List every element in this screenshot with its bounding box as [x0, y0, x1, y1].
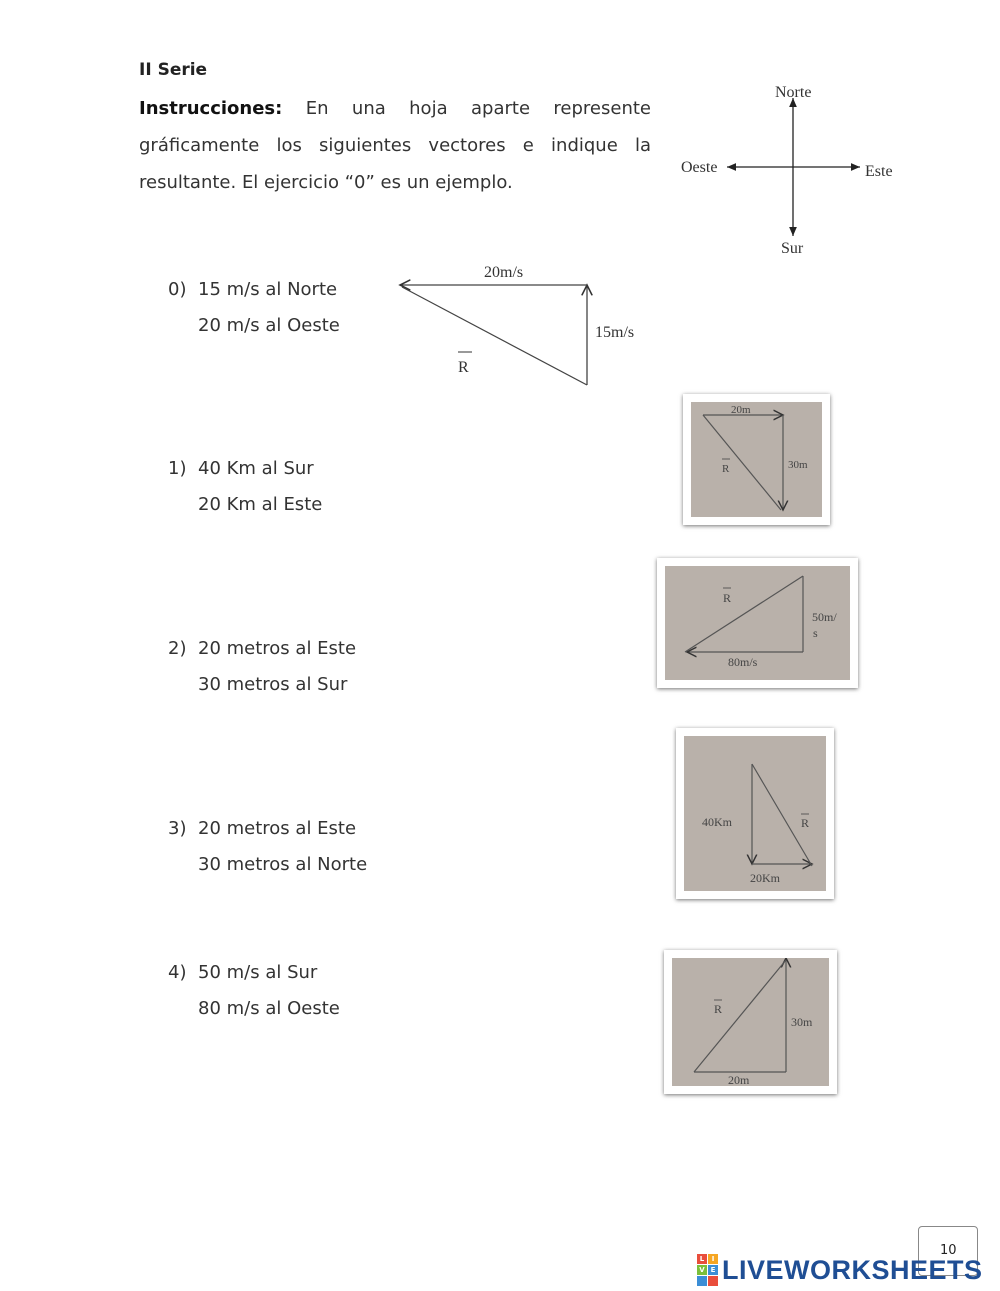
- example-top-label: 20m/s: [484, 264, 524, 281]
- logo-tile-e: E: [708, 1265, 718, 1275]
- exercise-number: 0): [168, 279, 187, 300]
- instructions: [139, 90, 651, 201]
- exercise-line-2: 20 m/s al Oeste: [198, 315, 340, 336]
- exercise-line-1: 40 Km al Sur: [198, 458, 314, 479]
- card3-bottom-label: 20Km: [750, 871, 780, 885]
- example-resultant-label: R: [458, 359, 469, 376]
- exercise-2: [168, 631, 408, 703]
- card2-bottom-label: 80m/s: [728, 655, 758, 669]
- exercise-number: 2): [168, 638, 187, 659]
- exercise-number: 3): [168, 818, 187, 839]
- card1-resultant-label: R: [722, 463, 730, 475]
- answer-card-photo: [665, 566, 850, 680]
- page-number: 10: [940, 1243, 957, 1258]
- logo-tile-l: L: [697, 1254, 707, 1264]
- card4-bottom-label: 20m: [728, 1073, 750, 1086]
- exercise-0: [168, 272, 408, 344]
- exercise-line-1: 20 metros al Este: [198, 818, 357, 839]
- card3-resultant-label: R: [801, 816, 810, 830]
- exercise-4: [168, 955, 408, 1027]
- instructions-text: En una hoja aparte represente gráficamente los siguientes vectores e indique la resultante. El ejercicio “0” es un ejemplo.: [139, 98, 651, 193]
- exercise-line-1: 50 m/s al Sur: [198, 962, 318, 983]
- example-side-label: 15m/s: [595, 324, 635, 341]
- compass-east: Este: [865, 163, 893, 180]
- answer-card-photo: [684, 736, 826, 891]
- exercise-number: 4): [168, 962, 187, 983]
- exercise-line-2: 20 Km al Este: [198, 494, 323, 515]
- exercise-line-2: 30 metros al Norte: [198, 854, 368, 875]
- compass-south: Sur: [781, 240, 804, 257]
- logo-tile-v: V: [697, 1265, 707, 1275]
- example-vector-diagram: [390, 255, 660, 395]
- logo-tile-blank: [697, 1276, 707, 1286]
- card2-side-label-a: 50m/: [812, 610, 837, 624]
- answer-card-4: [664, 950, 837, 1094]
- card4-resultant-label: R: [714, 1002, 723, 1016]
- exercise-line-1: 15 m/s al Norte: [198, 279, 338, 300]
- exercise-1: [168, 451, 408, 523]
- compass-west: Oeste: [681, 159, 718, 176]
- exercise-3: [168, 811, 408, 883]
- answer-card-photo: [691, 402, 822, 517]
- brand-name: LIVEWORKSHEETS: [722, 1254, 983, 1285]
- card1-side-label: 30m: [788, 459, 808, 471]
- exercise-line-2: 30 metros al Sur: [198, 674, 348, 695]
- compass-diagram: [670, 78, 910, 263]
- section-title: II Serie: [139, 60, 208, 80]
- card4-side-label: 30m: [791, 1015, 813, 1029]
- answer-card-photo: [672, 958, 829, 1086]
- compass-north: Norte: [775, 84, 812, 101]
- logo-tile-blank: [708, 1276, 718, 1286]
- answer-card-2: [657, 558, 858, 688]
- liveworksheets-logo-icon: [697, 1254, 718, 1286]
- logo-tile-i: I: [708, 1254, 718, 1264]
- answer-card-3: [676, 728, 834, 899]
- instructions-label: Instrucciones:: [139, 98, 283, 119]
- card1-top-label: 20m: [731, 404, 751, 416]
- card2-resultant-label: R: [723, 591, 732, 605]
- exercise-line-1: 20 metros al Este: [198, 638, 357, 659]
- card3-left-label: 40Km: [702, 815, 732, 829]
- exercise-line-2: 80 m/s al Oeste: [198, 998, 340, 1019]
- card2-side-label-b: s: [813, 626, 818, 640]
- exercise-number: 1): [168, 458, 187, 479]
- liveworksheets-brand: [697, 1253, 983, 1287]
- answer-card-1: [683, 394, 830, 525]
